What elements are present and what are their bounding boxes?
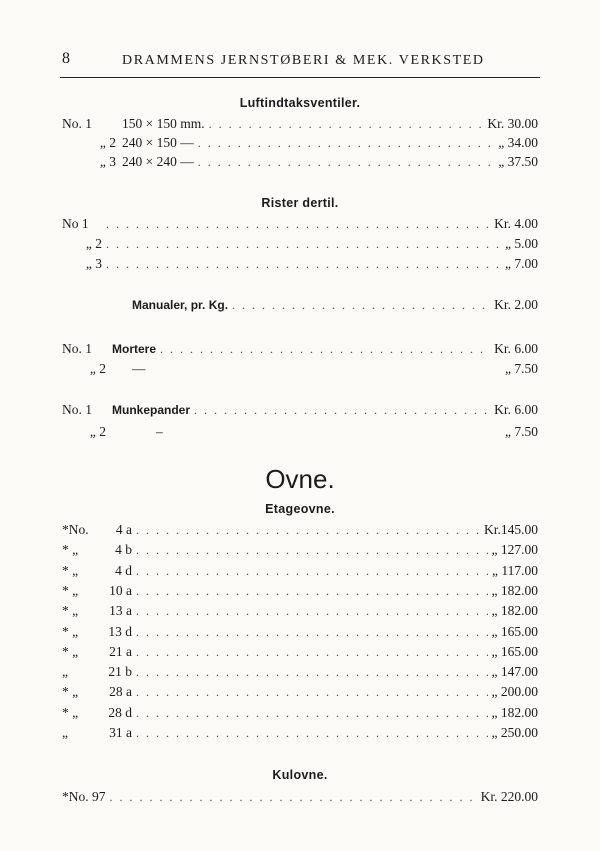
item-price: „ 250.00 — [491, 725, 538, 740]
price-row — [62, 361, 538, 379]
item-price: Kr. 6.00 — [494, 402, 538, 417]
item-number: 4 d — [115, 562, 132, 578]
item-price: „ 147.00 — [491, 664, 538, 680]
item-price: „ 182.00 — [491, 582, 538, 598]
dot-leader — [194, 403, 490, 418]
item-prefix: * „ — [62, 704, 79, 720]
price-row — [132, 297, 538, 315]
item-number: 13 d — [108, 623, 132, 639]
item-prefix: * „ — [62, 684, 79, 700]
item-number: *No. 97 — [62, 789, 106, 804]
item-price: „ 165.00 — [491, 623, 538, 639]
big-heading-ovne: Ovne. — [265, 464, 335, 494]
item-price: „ 165.00 — [491, 643, 538, 659]
dot-leader — [232, 298, 490, 313]
price-row — [62, 402, 538, 420]
section-heading-kulovne: Kulovne. — [272, 768, 328, 782]
price-row — [62, 154, 538, 172]
price-row — [62, 522, 538, 540]
dot-leader — [198, 155, 495, 170]
item-number: „ 2 — [89, 361, 106, 376]
item-number: 4 b — [115, 542, 132, 558]
item-price: „ 5.00 — [505, 236, 538, 251]
item-number: No 1 — [62, 216, 89, 231]
item-label: Munkepander — [112, 403, 191, 417]
item-price: Kr. 4.00 — [494, 216, 538, 231]
dot-leader — [136, 645, 488, 660]
item-price: Kr. 30.00 — [487, 116, 538, 131]
price-row — [62, 135, 538, 153]
header-rule — [60, 77, 540, 78]
item-prefix: * „ — [62, 643, 79, 659]
item-price: „ 127.00 — [491, 542, 538, 558]
item-label: Manualer, pr. Kg. — [132, 298, 229, 312]
item-dimensions: 240 × 150 — — [122, 135, 194, 150]
price-row — [62, 705, 538, 723]
dot-leader — [136, 523, 480, 538]
dot-leader — [160, 342, 490, 357]
dot-leader — [136, 685, 488, 700]
page-number: 8 — [62, 50, 70, 67]
dot-leader — [136, 625, 488, 640]
item-prefix: * „ — [62, 542, 79, 558]
item-number: 21 b — [108, 664, 132, 680]
item-price: „ 7.50 — [505, 361, 538, 376]
dot-leader — [106, 257, 501, 272]
item-dimensions: 240 × 240 — — [122, 154, 194, 169]
dot-leader — [136, 604, 488, 619]
item-price: „ 7.00 — [505, 256, 538, 271]
item-number: 28 d — [108, 704, 132, 720]
item-label: Mortere — [112, 342, 157, 356]
item-number: „ 3 — [99, 154, 116, 169]
item-number: No. 1 — [62, 341, 92, 356]
item-number: 31 a — [109, 725, 132, 740]
section-heading-etageovne: Etageovne. — [265, 502, 335, 516]
section-heading-rister: Rister dertil. — [261, 196, 339, 210]
item-price: „ 182.00 — [491, 704, 538, 720]
section-heading-luftindtak: Luftindtaksventiler. — [239, 96, 361, 110]
dot-leader — [209, 117, 484, 132]
item-dimensions: 150 × 150 mm. — [122, 116, 205, 131]
item-price: „ 117.00 — [492, 562, 538, 578]
item-price: „ 7.50 — [505, 424, 538, 439]
dot-leader — [110, 790, 477, 805]
price-row — [62, 116, 538, 134]
dot-leader — [136, 543, 488, 558]
price-row — [62, 644, 538, 662]
item-price: „ 200.00 — [491, 684, 538, 700]
item-number: 4 a — [115, 522, 132, 537]
item-number: No. 1 — [62, 116, 92, 131]
item-prefix: *No. — [62, 522, 89, 537]
price-row — [62, 236, 538, 254]
price-row — [62, 542, 538, 560]
item-number: 10 a — [109, 582, 132, 598]
dot-leader — [106, 217, 490, 232]
price-row — [62, 624, 538, 642]
item-number: 13 a — [109, 603, 132, 619]
item-prefix: * „ — [62, 582, 79, 598]
item-prefix: * „ — [62, 623, 79, 639]
item-number: „ 2 — [99, 135, 116, 150]
dot-leader — [136, 564, 488, 579]
dot-leader — [198, 136, 495, 151]
item-price: „ 37.50 — [498, 154, 538, 169]
price-row — [62, 603, 538, 621]
item-number: „ 2 — [85, 236, 102, 251]
item-number: 28 a — [109, 684, 132, 700]
item-prefix: „ — [62, 664, 68, 680]
price-row — [62, 424, 538, 442]
item-prefix: „ — [62, 725, 68, 740]
item-price: Kr. 6.00 — [494, 341, 538, 356]
price-row — [62, 664, 538, 682]
item-price: „ 34.00 — [498, 135, 538, 150]
item-number: No. 1 — [62, 402, 92, 417]
price-row — [62, 583, 538, 601]
item-price: Kr. 2.00 — [494, 297, 538, 312]
item-label: — — [132, 361, 146, 376]
dot-leader — [106, 237, 501, 252]
price-row — [62, 216, 538, 234]
item-price: Kr. 220.00 — [480, 789, 538, 804]
price-row — [62, 256, 538, 274]
item-prefix: * „ — [62, 562, 79, 578]
item-number: „ 2 — [89, 424, 106, 439]
dot-leader — [136, 584, 488, 599]
dot-leader — [136, 726, 488, 741]
dot-leader — [136, 665, 488, 680]
price-row — [62, 789, 538, 807]
dot-leader — [136, 706, 488, 721]
price-row — [62, 684, 538, 702]
item-number: 21 a — [109, 643, 132, 659]
item-price: „ 182.00 — [491, 603, 538, 619]
item-label: – — [156, 424, 163, 439]
item-price: Kr.145.00 — [484, 522, 538, 537]
price-row — [62, 563, 538, 581]
item-number: „ 3 — [85, 256, 102, 271]
running-title: DRAMMENS JERNSTØBERI & MEK. VERKSTED — [122, 53, 485, 68]
item-prefix: * „ — [62, 603, 79, 619]
price-row — [62, 725, 538, 743]
price-row — [62, 341, 538, 359]
